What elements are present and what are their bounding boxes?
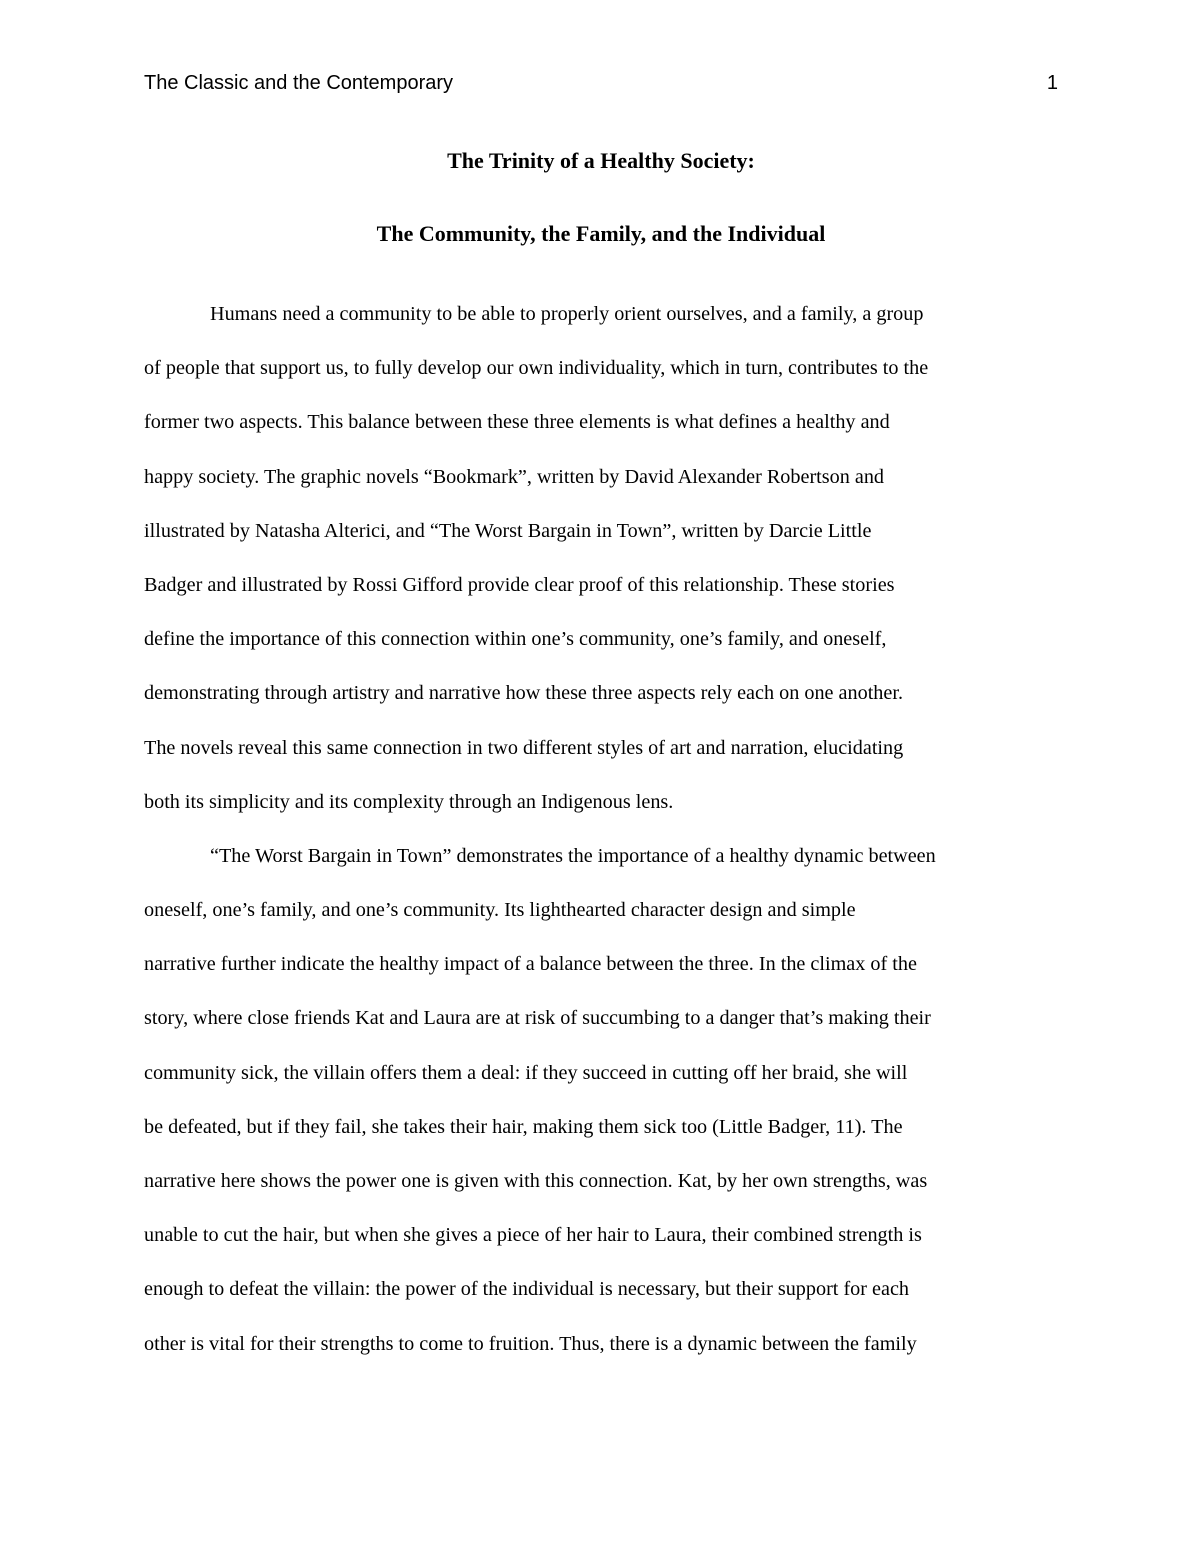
text-line: both its simplicity and its complexity through an Indigenous lens. (144, 790, 674, 813)
text-line: narrative here shows the power one is given with this connection. Kat, by her own strengths, was (144, 1170, 928, 1192)
running-header (144, 72, 1058, 102)
text-line: Humans need a community to be able to properly orient ourselves, and a family, a group (210, 303, 924, 325)
paragraph-1 (144, 287, 1058, 829)
document-titles (144, 142, 1058, 253)
document-title: The Trinity of a Healthy Society: (447, 148, 755, 173)
text-line: story, where close friends Kat and Laura are at risk of succumbing to a danger that’s making their (144, 1007, 931, 1030)
text-line: define the importance of this connection within one’s community, one’s family, and oneself, (144, 628, 887, 651)
document-subtitle: The Community, the Family, and the Individual (376, 221, 826, 246)
paragraph-2 (144, 829, 1058, 1371)
page-number: 1 (1046, 72, 1058, 94)
text-line: demonstrating through artistry and narrative how these three aspects rely each on one another. (144, 682, 904, 705)
text-line: The novels reveal this same connection in two different styles of art and narration, elucidating (144, 736, 904, 759)
text-line: community sick, the villain offers them a deal: if they succeed in cutting off her braid, she will (144, 1061, 908, 1084)
text-line: oneself, one’s family, and one’s community. Its lighthearted character design and simple (144, 899, 856, 922)
text-line: former two aspects. This balance between these three elements is what defines a healthy and (144, 411, 890, 434)
header-title: The Classic and the Contemporary (144, 72, 454, 94)
text-line: narrative further indicate the healthy impact of a balance between the three. In the climax of the (144, 953, 917, 976)
text-line: of people that support us, to fully develop our own individuality, which in turn, contributes to the (144, 357, 929, 380)
text-line: “The Worst Bargain in Town” demonstrates the importance of a healthy dynamic between (210, 844, 936, 867)
text-line: unable to cut the hair, but when she gives a piece of her hair to Laura, their combined strength is (144, 1224, 922, 1247)
text-line: other is vital for their strengths to come to fruition. Thus, there is a dynamic between the family (144, 1332, 917, 1355)
text-line: illustrated by Natasha Alterici, and “The Worst Bargain in Town”, written by Darcie Little (144, 519, 872, 542)
text-line: enough to defeat the villain: the power of the individual is necessary, but their support for each (144, 1278, 910, 1301)
text-line: happy society. The graphic novels “Bookmark”, written by David Alexander Robertson and (144, 465, 885, 488)
text-line: Badger and illustrated by Rossi Gifford provide clear proof of this relationship. These stories (144, 573, 895, 596)
body-text (144, 287, 1058, 1371)
text-line: be defeated, but if they fail, she takes their hair, making them sick too (Little Badger, 11). The (144, 1115, 903, 1138)
